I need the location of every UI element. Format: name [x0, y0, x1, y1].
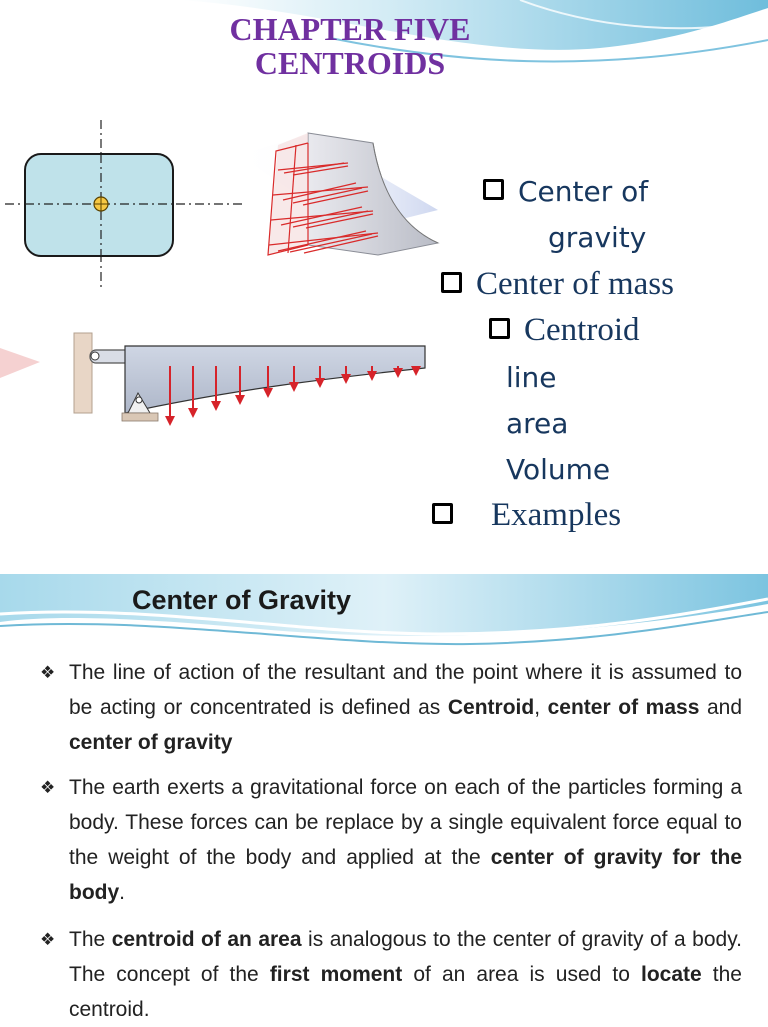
chapter-title: [200, 12, 500, 80]
bullet-paragraph-2: ❖ The earth exerts a gravitational force on each of the particles forming a body. These forces can be replace by a single equivalent force equal to the weight of the body and applied at the center of gravity for the body.: [40, 770, 742, 910]
toc-subitem-area: area: [506, 407, 569, 440]
slide-divider: [0, 566, 768, 574]
toc-subitem-line: line: [506, 361, 557, 394]
checkbox-icon: [483, 179, 504, 200]
toc-subitem-volume: Volume: [506, 453, 611, 486]
diamond-bullet-icon: ❖: [40, 778, 56, 797]
checkbox-icon: [441, 272, 462, 293]
bullet-paragraph-3: ❖ The centroid of an area is analogous to the center of gravity of a body. The concept of the first moment of an area is used to locate the centroid.: [40, 922, 742, 1027]
header-wave-decoration: [0, 574, 768, 654]
rectangle-centroid-illustration: [5, 118, 250, 293]
diamond-bullet-icon: ❖: [40, 930, 56, 949]
toc-item-center-of-gravity: Center of: [483, 175, 648, 208]
checkbox-icon: [432, 503, 453, 524]
chapter-title-line1: CHAPTER FIVE: [229, 11, 471, 47]
bullet-paragraph-1: ❖ The line of action of the resultant and the point where it is assumed to be acting or concentrated is defined as Centroid, center of mass and center of gravity: [40, 655, 742, 760]
chapter-title-line2: CENTROIDS: [254, 45, 446, 81]
dam-pressure-illustration: [238, 115, 453, 275]
checkbox-icon: [489, 318, 510, 339]
slide-title: Center of Gravity: [132, 585, 352, 615]
diamond-bullet-icon: ❖: [40, 663, 56, 682]
beam-distributed-load-illustration: [0, 328, 430, 438]
toc-item-center-of-mass: Center of mass: [441, 266, 674, 303]
toc-item-examples: Examples: [432, 497, 621, 534]
toc-item-center-of-gravity-cont: gravity: [548, 221, 647, 254]
toc-item-centroid: Centroid: [489, 312, 639, 349]
